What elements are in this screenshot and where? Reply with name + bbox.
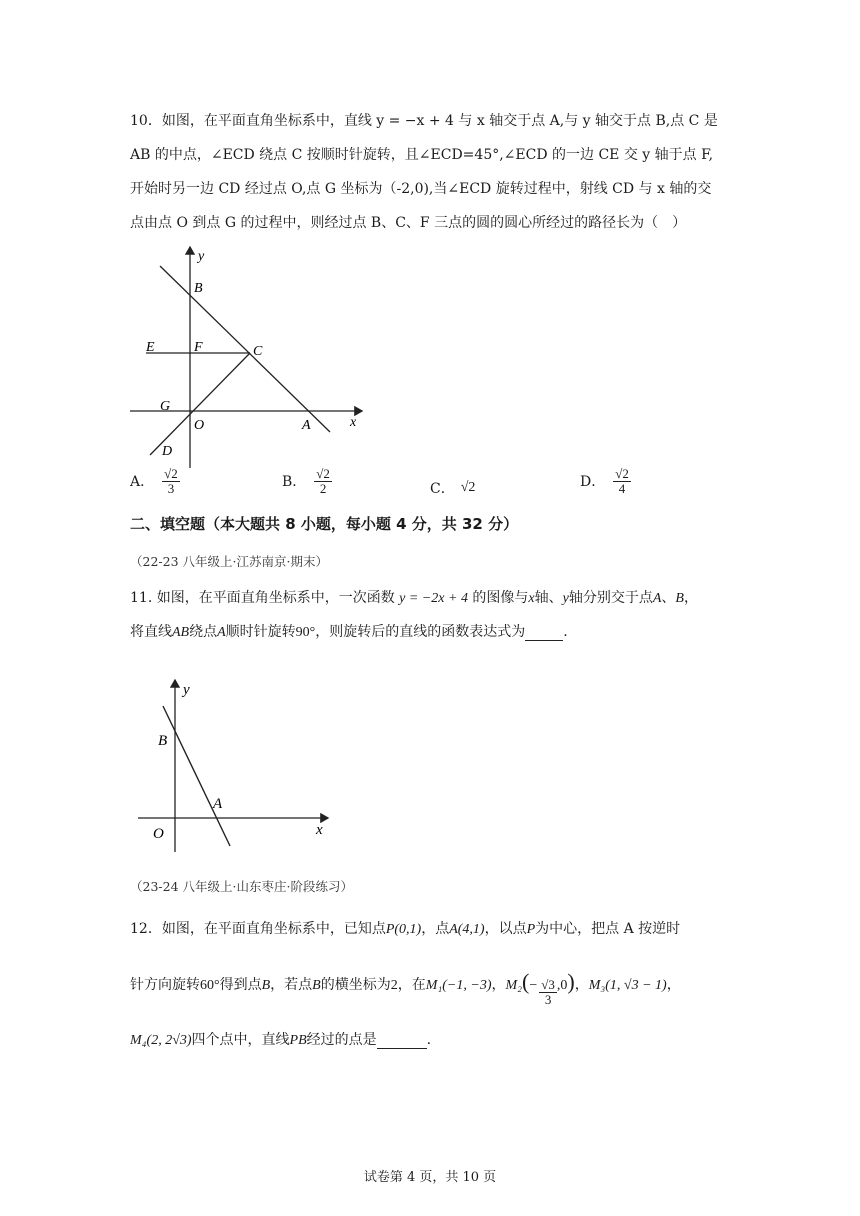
q12-answer-blank[interactable] [377,1032,427,1049]
q11-label-b: B [158,733,168,749]
q12-abscissa: 2 [390,978,398,993]
q11-label-a: A [213,796,223,812]
q11-l2-d: ，则旋转后的直线的函数表达式为 [315,624,526,640]
q12-m2-fraction [539,978,557,1006]
q10-label-g: G [160,399,171,414]
q11-l2-c: 顺时针旋转 [225,624,296,640]
q12-comma-2: ， [574,977,589,993]
q10-line-4: 点由点 O 到点 G 的过程中，则经过点 B、C、F 三点的圆的圆心所经过的路径长为（ ） [130,215,687,231]
q12-l1-b: ，点 [421,921,450,937]
q12-comma-3: ， [666,977,681,993]
section-title: 二、填空题（本大题共 8 小题，每小题 4 分，共 32 分） [130,515,519,533]
q11-graph-line [163,706,230,846]
q12-center-p: P [526,922,536,937]
q11-formula: y = −2x + 4 [399,591,468,606]
q10-label-o: O [194,418,205,433]
option-b-numerator: √2 [316,466,330,481]
q11-l2-point-a: A [217,625,226,640]
q12-m2-num: √3 [541,977,555,992]
q12-l2-e: ，在 [397,977,426,993]
q12-point-b2: B [312,978,321,993]
q12-line-pb: PB [289,1033,307,1048]
q12-point-a: A(4,1) [449,922,485,937]
q10-label-a: A [302,418,311,433]
q11-sep: 、 [661,590,676,606]
option-b-denominator: 2 [319,480,327,496]
option-d-numerator: √2 [615,466,629,481]
q12-comma-1: ， [491,977,506,993]
q11-text-b: 的图像与 [472,590,529,606]
q10-option-c[interactable] [430,478,475,498]
q10-option-a[interactable] [130,467,180,495]
q11-point-b: B [675,591,684,606]
q12-m4: M₄(2, 2√3) [130,1033,192,1048]
option-a-fraction [162,467,180,495]
q12-m1: M₁(−1, −3) [425,978,492,993]
q10-option-b[interactable] [282,467,332,495]
q12-l2-b: 得到点 [219,977,262,993]
q12-m2-name: M₂ [505,978,523,993]
q10-label-b: B [194,281,203,296]
option-d-denominator: 4 [618,480,626,496]
q10-label-x: x [350,415,357,430]
q10-label-d: D [162,444,173,459]
q10-figure [125,243,375,468]
q12-point-b1: B [261,978,271,993]
q12-line-1 [130,918,680,938]
q11-label-o: O [153,826,164,842]
q10-label-y: y [198,249,205,264]
q12-m2-den: 3 [544,991,552,1007]
q11-label-y: y [183,682,190,698]
q11-angle: 90° [295,625,316,640]
q11-l2-b: 绕点 [189,624,218,640]
q12-l3-end: . [426,1032,432,1048]
q11-text-d: 轴分别交于点 [568,590,653,606]
q12-m3: M₃(1, √3 − 1) [588,978,667,993]
option-a-label: A． [130,474,155,491]
q12-line-2: 针方向旋转60°得到点B，若点B的横坐标为2，在M₁(−1, −3)，M₂(− $\frac{√3}{3}$ ,0)，M₃(1, √3 − 1)， [130,969,681,1007]
q11-text-c: 轴、 [534,590,563,606]
q12-l2-a: 针方向旋转 [130,977,200,993]
option-b-label: B． [282,474,307,491]
q12-l1-c: ，以点 [484,921,527,937]
q10-line-3: 开始时另一边 CD 经过点 O,点 G 坐标为（-2,0),当∠ECD 旋转过程中，射线 CD 与 x 轴的交 [130,181,712,197]
option-a-numerator: √2 [164,466,178,481]
q11-line-1 [130,587,698,607]
q11-line-ab-name: AB [172,625,190,640]
q10-option-d[interactable] [580,467,631,495]
q10-line-2: AB 的中点，∠ECD 绕点 C 按顺时针旋转，且∠ECD=45°,∠ECD 的一边 CE 交 y 轴于点 F, [130,147,714,163]
page-footer: 试卷第 4 页，共 10 页 [363,1170,497,1185]
q12-l2-c: ，若点 [270,977,313,993]
q11-text-a: 11. 如图，在平面直角坐标系中，一次函数 [130,590,395,606]
q12-l2-d: 的横坐标为 [320,977,391,993]
q12-m2-rest: ,0 [556,978,568,993]
q10-label-c: C [253,344,263,359]
q11-point-a: A [652,591,662,606]
option-b-fraction [314,467,332,495]
q12-l3-c: 经过的点是 [306,1032,377,1048]
q10-line-1: 10．如图，在平面直角坐标系中，直线 y = −x + 4 与 x 轴交于点 A,与 y 轴交于点 B,点 C 是 [130,113,718,129]
q12-point-p: P(0,1) [385,922,422,937]
q12-source: （23-24 八年级上·山东枣庄·阶段练习） [130,879,353,894]
option-c-label: C． [430,481,455,497]
q11-y-var: y [562,591,569,606]
option-d-label: D． [580,474,606,491]
q11-figure [130,675,340,855]
q12-l1-a: 12．如图，在平面直角坐标系中，已知点 [130,921,386,937]
q12-l1-d: 为中心，把点 A 按逆时 [535,921,681,937]
q12-l3-b: 四个点中，直线 [191,1032,290,1048]
q11-end: ， [683,590,698,606]
option-c-value: √2 [460,480,476,495]
q11-x-var: x [528,591,535,606]
q12-angle: 60° [200,978,220,993]
q10-label-f: F [194,340,203,355]
q11-l2-end: . [563,624,568,640]
q11-source: （22-23 八年级上·江苏南京·期末） [130,554,328,569]
option-a-denominator: 3 [167,480,175,496]
q11-label-x: x [316,822,323,838]
q12-line-3 [130,1029,431,1049]
q10-label-e: E [146,340,155,355]
q10-line-ab [160,266,330,432]
option-d-fraction [613,467,631,495]
q11-l2-a: 将直线 [130,624,172,640]
q11-line-2 [130,621,568,641]
q11-answer-blank[interactable] [525,624,563,641]
